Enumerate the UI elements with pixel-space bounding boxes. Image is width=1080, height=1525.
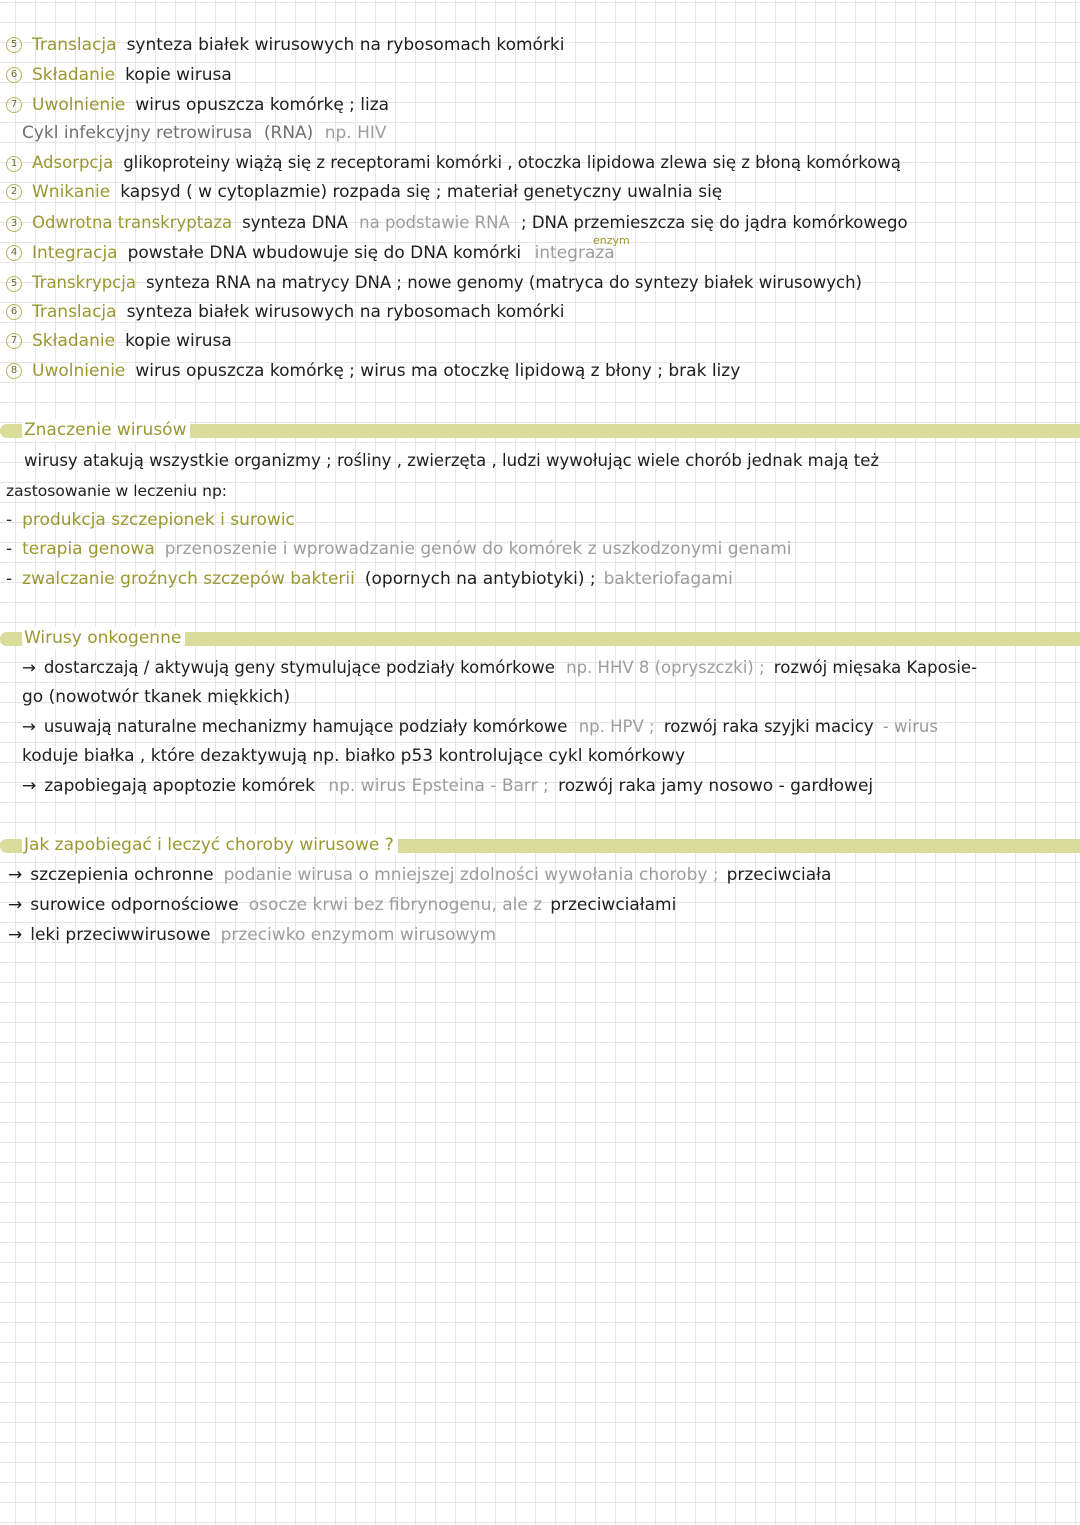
lytic-step xyxy=(6,64,1080,86)
item-text-2: rozwój mięsaka Kaposie- xyxy=(773,658,978,677)
step-term: Uwolnienie xyxy=(32,361,126,381)
step-desc: powstałe DNA wbudowuje się do DNA komórki xyxy=(127,243,522,263)
enzyme-annotation: enzym xyxy=(593,234,630,247)
item-muted: przenoszenie i wprowadzanie genów do komórek z uszkodzonymi genami xyxy=(164,539,792,559)
bullet-dash: - xyxy=(6,510,13,530)
retro-step xyxy=(6,181,1080,203)
step-number: 3 xyxy=(6,216,22,232)
step-desc: synteza RNA na matrycy DNA ; nowe genomy (matryca do syntezy białek wirusowych) xyxy=(145,273,862,292)
significance-intro: wirusy atakują wszystkie organizmy ; rośliny , zwierzęta , ludzi wywołując wiele chorób jednak mają też xyxy=(24,451,880,470)
step-term: Wnikanie xyxy=(32,182,111,202)
significance-item xyxy=(6,509,1080,531)
step-number: 7 xyxy=(6,333,22,349)
treatment-header xyxy=(0,834,1080,856)
oncogenic-header xyxy=(0,627,1080,649)
arrow-icon: → xyxy=(8,895,23,915)
treatment-item xyxy=(8,924,1080,946)
step-desc: wirus opuszcza komórkę ; wirus ma otoczkę lipidową z błony ; brak lizy xyxy=(135,361,741,381)
step-term: Uwolnienie xyxy=(32,95,126,115)
arrow-icon: → xyxy=(22,776,37,796)
item-term: leki przeciwwirusowe xyxy=(30,925,211,945)
retro-title-example: np. HIV xyxy=(324,123,387,143)
bullet-dash: - xyxy=(6,539,13,559)
significance-item xyxy=(6,538,1080,560)
oncogenic-item-cont: koduje białka , które dezaktywują np. białko p53 kontrolujące cykl komórkowy xyxy=(22,746,686,766)
item-term: produkcja szczepionek i surowic xyxy=(22,510,295,530)
retro-step xyxy=(6,272,1080,294)
step-number: 8 xyxy=(6,363,22,379)
step-number: 2 xyxy=(6,184,22,200)
retro-step xyxy=(6,212,1080,234)
lytic-step xyxy=(6,94,1080,116)
oncogenic-item xyxy=(22,657,1080,679)
step-term: Integracja xyxy=(32,243,118,263)
step-desc: synteza DNA xyxy=(242,213,348,232)
step-number: 6 xyxy=(6,304,22,320)
step-term: Adsorpcja xyxy=(32,153,114,172)
step-number: 6 xyxy=(6,67,22,83)
item-text: usuwają naturalne mechanizmy hamujące podziały komórkowe xyxy=(43,717,568,736)
item-muted: np. HHV 8 (opryszczki) ; xyxy=(566,658,765,677)
step-desc: synteza białek wirusowych na rybosomach komórki xyxy=(126,302,565,322)
item-muted: osocze krwi bez fibrynogenu, ale z xyxy=(248,895,543,915)
item-muted: bakteriofagami xyxy=(603,569,733,589)
item-text: dostarczają / aktywują geny stymulujące podziały komórkowe xyxy=(43,658,555,677)
step-desc-muted: na podstawie RNA xyxy=(359,213,510,232)
step-desc: synteza białek wirusowych na rybosomach komórki xyxy=(126,35,565,55)
item-muted: np. wirus Epsteina - Barr ; xyxy=(328,776,549,796)
step-desc: kapsyd ( w cytoplazmie) rozpada się ; materiał genetyczny uwalnia się xyxy=(120,182,723,202)
item-muted: przeciwko enzymom wirusowym xyxy=(220,925,497,945)
item-muted: podanie wirusa o mniejszej zdolności wywołania choroby ; xyxy=(223,865,719,885)
item-term: surowice odpornościowe xyxy=(30,895,239,915)
oncogenic-item xyxy=(22,716,1080,738)
retro-step xyxy=(6,242,1080,264)
oncogenic-item-cont: go (nowotwór tkanek miękkich) xyxy=(22,687,291,707)
retro-title-text: Cykl infekcyjny retrowirusa xyxy=(22,123,253,143)
item-term: szczepienia ochronne xyxy=(30,865,214,885)
item-rest: przeciwciała xyxy=(726,865,832,885)
step-number: 7 xyxy=(6,97,22,113)
retro-step xyxy=(6,360,1080,382)
item-muted: np. HPV ; xyxy=(578,717,655,736)
arrow-icon: → xyxy=(8,925,23,945)
step-desc: kopie wirusa xyxy=(125,331,232,351)
step-desc: wirus opuszcza komórkę ; liza xyxy=(135,95,390,115)
item-text: zapobiegają apoptozie komórek xyxy=(44,776,316,796)
step-desc: kopie wirusa xyxy=(125,65,232,85)
item-text-2: rozwój raka szyjki macicy xyxy=(663,717,874,736)
step-number: 5 xyxy=(6,37,22,53)
step-term: Składanie xyxy=(32,331,116,351)
step-term: Odwrotna transkryptaza xyxy=(32,213,233,232)
section-heading: Znaczenie wirusów xyxy=(22,419,190,441)
step-number: 5 xyxy=(6,276,22,292)
item-text-2: rozwój raka jamy nosowo - gardłowej xyxy=(558,776,874,796)
retro-step xyxy=(6,152,1080,174)
step-term: Składanie xyxy=(32,65,116,85)
treatment-item xyxy=(8,894,1080,916)
step-term: Translacja xyxy=(32,35,117,55)
item-muted-2: - wirus xyxy=(882,717,938,736)
section-heading: Wirusy onkogenne xyxy=(22,627,185,649)
step-desc-2: ; DNA przemieszcza się do jądra komórkowego xyxy=(521,213,908,232)
retro-step xyxy=(6,330,1080,352)
arrow-icon: → xyxy=(22,658,36,677)
item-term: terapia genowa xyxy=(22,539,155,559)
step-term: Translacja xyxy=(32,302,117,322)
retro-title-rna: (RNA) xyxy=(263,123,314,143)
item-term: zwalczanie groźnych szczepów bakterii xyxy=(22,569,355,589)
significance-item xyxy=(6,568,1080,590)
step-term: Transkrypcja xyxy=(32,273,136,292)
oncogenic-item xyxy=(22,775,1080,797)
treatment-item xyxy=(8,864,1080,886)
arrow-icon: → xyxy=(8,865,23,885)
significance-intro-cont: zastosowanie w leczeniu np: xyxy=(6,482,228,500)
step-number: 1 xyxy=(6,156,22,172)
lytic-step xyxy=(6,34,1080,56)
item-rest: przeciwciałami xyxy=(550,895,677,915)
retro-title xyxy=(22,122,1080,144)
retro-step xyxy=(6,301,1080,323)
step-desc-muted: integraza xyxy=(534,243,615,263)
item-rest: (opornych na antybiotyki) ; xyxy=(364,569,596,589)
section-heading: Jak zapobiegać i leczyć choroby wirusowe ? xyxy=(22,834,398,856)
step-desc: glikoproteiny wiążą się z receptorami komórki , otoczka lipidowa zlewa się z błoną komórkową xyxy=(123,153,901,172)
step-number: 4 xyxy=(6,245,22,261)
significance-header xyxy=(0,419,1080,441)
arrow-icon: → xyxy=(22,717,36,736)
bullet-dash: - xyxy=(6,569,13,589)
